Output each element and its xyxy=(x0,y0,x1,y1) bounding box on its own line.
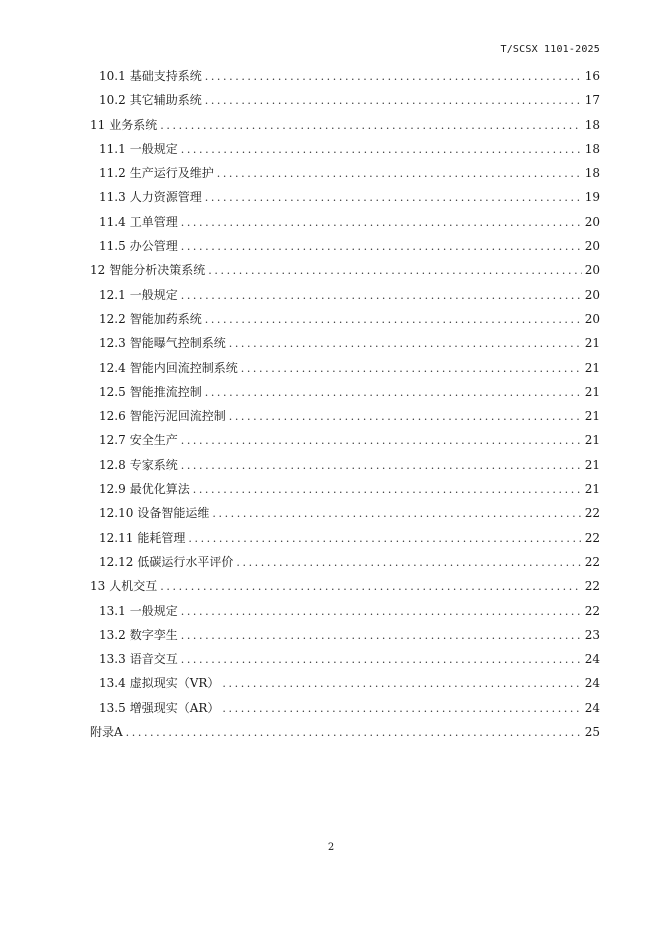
toc-entry-page: 16 xyxy=(584,69,600,83)
table-of-contents xyxy=(90,64,600,744)
toc-entry[interactable] xyxy=(90,137,600,161)
toc-entry-number: 11.3 xyxy=(99,190,126,205)
toc-entry-page: 20 xyxy=(584,239,600,254)
toc-entry-number: 12.3 xyxy=(99,336,126,351)
toc-entry-title: 生产运行及维护 xyxy=(129,166,214,181)
toc-entry-title: 智能内回流控制系统 xyxy=(129,360,238,375)
toc-dot-leader xyxy=(126,721,582,745)
toc-entry-number: 11.2 xyxy=(99,166,126,181)
document-code-header: T/SCSX 1101-2025 xyxy=(500,44,600,55)
toc-entry-page: 18 xyxy=(584,141,600,156)
toc-entry-number: 12.1 xyxy=(99,287,126,302)
toc-entry-title: 能耗管理 xyxy=(137,530,186,545)
toc-entry-page: 22 xyxy=(584,579,600,594)
toc-entry-number: 12.4 xyxy=(99,360,126,375)
toc-dot-leader xyxy=(160,575,581,599)
toc-dot-leader xyxy=(205,381,582,405)
toc-entry-number: 10.1 xyxy=(99,69,126,83)
toc-dot-leader xyxy=(208,259,581,283)
toc-entry-number: 12.8 xyxy=(99,457,126,472)
toc-entry-number: 12.9 xyxy=(99,482,126,497)
toc-entry-number: 11.5 xyxy=(99,239,126,254)
toc-entry-number: 12.5 xyxy=(99,384,126,399)
toc-entry-number: 12.6 xyxy=(99,409,126,424)
toc-dot-leader xyxy=(188,527,581,551)
toc-entry[interactable] xyxy=(90,696,600,720)
toc-entry[interactable] xyxy=(90,453,600,477)
toc-dot-leader xyxy=(181,235,582,259)
toc-entry[interactable] xyxy=(90,477,600,501)
toc-dot-leader xyxy=(217,162,582,186)
toc-dot-leader xyxy=(181,429,582,453)
toc-entry-number: 13.1 xyxy=(99,603,126,618)
toc-dot-leader xyxy=(222,697,581,721)
toc-entry-page: 22 xyxy=(584,603,600,618)
toc-entry[interactable] xyxy=(90,380,600,404)
toc-entry-number: 12.10 xyxy=(99,506,134,521)
toc-entry-page: 23 xyxy=(584,627,600,642)
toc-entry-number: 13 xyxy=(90,579,106,594)
toc-entry[interactable] xyxy=(90,720,600,744)
toc-entry-number: 11.1 xyxy=(99,141,126,156)
toc-dot-leader xyxy=(205,89,582,113)
toc-entry-page: 24 xyxy=(584,676,600,691)
toc-entry-page: 24 xyxy=(584,652,600,667)
toc-entry-page: 18 xyxy=(584,117,600,132)
toc-entry-page: 22 xyxy=(584,554,600,569)
toc-entry-page: 21 xyxy=(584,457,600,472)
toc-entry[interactable] xyxy=(90,671,600,695)
toc-entry-page: 17 xyxy=(584,93,600,108)
toc-entry-title: 安全生产 xyxy=(129,433,178,448)
toc-entry-page: 20 xyxy=(584,263,600,278)
toc-entry-number: 13.5 xyxy=(99,700,126,715)
toc-dot-leader xyxy=(181,600,582,624)
toc-entry-title: 一般规定 xyxy=(129,603,178,618)
toc-dot-leader xyxy=(205,186,582,210)
toc-entry-title: 工单管理 xyxy=(129,214,178,229)
toc-entry-page: 24 xyxy=(584,700,600,715)
toc-entry-number: 12.2 xyxy=(99,311,126,326)
toc-entry-page: 20 xyxy=(584,214,600,229)
toc-entry-title: 智能推流控制 xyxy=(129,384,202,399)
page-number: 2 xyxy=(327,842,335,853)
toc-entry-title: 附录A xyxy=(90,725,123,740)
toc-entry-page: 21 xyxy=(584,384,600,399)
toc-entry[interactable] xyxy=(90,88,600,112)
toc-entry-page: 21 xyxy=(584,336,600,351)
toc-entry-page: 20 xyxy=(584,287,600,302)
toc-entry-title: 其它辅助系统 xyxy=(129,93,202,108)
toc-entry-title: 专家系统 xyxy=(129,457,178,472)
toc-dot-leader xyxy=(181,624,582,648)
toc-dot-leader xyxy=(205,308,582,332)
toc-entry[interactable] xyxy=(90,161,600,185)
toc-entry-number: 13.2 xyxy=(99,627,126,642)
toc-entry-title: 业务系统 xyxy=(109,117,158,132)
toc-entry[interactable] xyxy=(90,599,600,623)
toc-entry-page: 20 xyxy=(584,311,600,326)
toc-entry-title: 一般规定 xyxy=(129,141,178,156)
toc-entry-title: 语音交互 xyxy=(129,652,178,667)
toc-dot-leader xyxy=(205,65,582,89)
toc-entry-title: 办公管理 xyxy=(129,239,178,254)
toc-entry-number: 13.4 xyxy=(99,676,126,691)
toc-entry-page: 21 xyxy=(584,433,600,448)
toc-entry[interactable] xyxy=(90,234,600,258)
toc-entry-title: 人机交互 xyxy=(109,579,158,594)
toc-entry-page: 21 xyxy=(584,360,600,375)
toc-dot-leader xyxy=(181,284,582,308)
toc-entry-title: 虚拟现实（VR） xyxy=(129,676,220,691)
toc-dot-leader xyxy=(222,672,581,696)
toc-dot-leader xyxy=(181,138,582,162)
toc-entry[interactable] xyxy=(90,64,600,88)
toc-entry[interactable] xyxy=(90,210,600,234)
toc-entry-title: 智能污泥回流控制 xyxy=(129,409,226,424)
toc-dot-leader xyxy=(193,478,582,502)
toc-dot-leader xyxy=(229,405,582,429)
toc-entry-number: 12.12 xyxy=(99,554,134,569)
toc-entry-title: 智能曝气控制系统 xyxy=(129,336,226,351)
toc-dot-leader xyxy=(229,332,582,356)
toc-entry-title: 智能加药系统 xyxy=(129,311,202,326)
toc-entry[interactable] xyxy=(90,623,600,647)
toc-entry-page: 18 xyxy=(584,166,600,181)
toc-entry-title: 智能分析决策系统 xyxy=(109,263,206,278)
toc-entry-number: 12 xyxy=(90,263,106,278)
toc-entry-page: 22 xyxy=(584,530,600,545)
toc-entry-title: 最优化算法 xyxy=(129,482,190,497)
toc-entry-number: 12.7 xyxy=(99,433,126,448)
toc-dot-leader xyxy=(181,648,582,672)
toc-dot-leader xyxy=(212,502,581,526)
toc-dot-leader xyxy=(181,211,582,235)
toc-dot-leader xyxy=(160,114,581,138)
toc-entry[interactable] xyxy=(90,647,600,671)
toc-entry[interactable] xyxy=(90,428,600,452)
toc-entry-page: 19 xyxy=(584,190,600,205)
toc-entry-page: 21 xyxy=(584,409,600,424)
toc-entry[interactable] xyxy=(90,307,600,331)
toc-dot-leader xyxy=(181,454,582,478)
toc-entry[interactable] xyxy=(90,356,600,380)
toc-entry[interactable] xyxy=(90,185,600,209)
toc-entry-title: 人力资源管理 xyxy=(129,190,202,205)
toc-entry-title: 基础支持系统 xyxy=(129,69,202,83)
toc-entry[interactable] xyxy=(90,258,600,282)
toc-entry-number: 10.2 xyxy=(99,93,126,108)
toc-entry-number: 12.11 xyxy=(99,530,134,545)
toc-entry-number: 11 xyxy=(90,117,106,132)
toc-entry-title: 设备智能运维 xyxy=(137,506,210,521)
toc-dot-leader xyxy=(236,551,581,575)
toc-entry[interactable] xyxy=(90,331,600,355)
toc-entry-title: 低碳运行水平评价 xyxy=(137,554,234,569)
toc-entry[interactable] xyxy=(90,574,600,598)
toc-entry[interactable] xyxy=(90,526,600,550)
toc-entry[interactable] xyxy=(90,283,600,307)
toc-entry-title: 数字孪生 xyxy=(129,627,178,642)
toc-entry-number: 13.3 xyxy=(99,652,126,667)
toc-entry-number: 11.4 xyxy=(99,214,126,229)
toc-entry[interactable] xyxy=(90,113,600,137)
toc-entry-title: 一般规定 xyxy=(129,287,178,302)
toc-entry-page: 21 xyxy=(584,482,600,497)
toc-entry[interactable] xyxy=(90,550,600,574)
toc-entry[interactable] xyxy=(90,404,600,428)
toc-dot-leader xyxy=(241,357,582,381)
toc-entry-page: 25 xyxy=(584,725,600,740)
toc-entry-title: 增强现实（AR） xyxy=(129,700,220,715)
toc-entry[interactable] xyxy=(90,501,600,525)
toc-entry-page: 22 xyxy=(584,506,600,521)
